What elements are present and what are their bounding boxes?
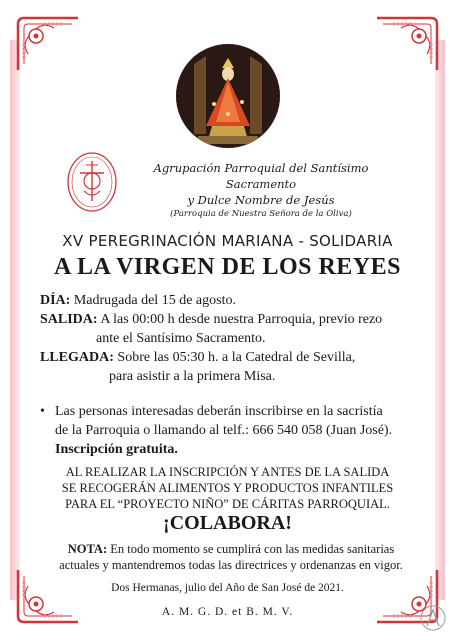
- dateline: Dos Hermanas, julio del Año de San José de 2021.: [111, 582, 344, 594]
- nota-text1: En todo momento se cumplirá con las medidas sanitarias: [110, 542, 395, 556]
- association-header: [120, 160, 402, 220]
- event-title: XV PEREGRINACIÓN MARIANA - SOLIDARIA: [62, 232, 393, 250]
- dia-label: DÍA:: [40, 293, 71, 308]
- parish-crest-icon: [66, 151, 118, 213]
- watermark-monogram-icon: [419, 604, 447, 632]
- corner-ornament-icon: [371, 14, 441, 74]
- association-name-2: y Dulce Nombre de Jesús: [187, 193, 335, 207]
- bullet-icon: •: [40, 404, 45, 419]
- nota-line1: [36, 541, 426, 557]
- colabora-heading: ¡COLABORA!: [163, 512, 292, 534]
- detail-llegada-2: para asistir a la primera Misa.: [109, 369, 276, 384]
- detail-llegada: [40, 348, 420, 367]
- association-name: Agrupación Parroquial del Santísimo Sacramento: [153, 161, 369, 191]
- llegada-text: Sobre las 05:30 h. a la Catedral de Sevilla,: [117, 350, 356, 365]
- donation-line3: PARA EL “PROYECTO NIÑO” DE CÁRITAS PARROQUIAL.: [65, 497, 390, 511]
- corner-ornament-icon: [14, 14, 84, 74]
- donation-line2: SE RECOGERÁN ALIMENTOS Y PRODUCTOS INFANTILES: [61, 481, 394, 495]
- closing-motto: A. M. G. D. et B. M. V.: [161, 606, 294, 618]
- registration-line2: de la Parroquia o llamando al telf.: 666 540 058 (Juan José).: [55, 423, 393, 438]
- llegada-label: LLEGADA:: [40, 350, 114, 365]
- donation-line1: AL REALIZAR LA INSCRIPCIÓN Y ANTES DE LA SALIDA: [65, 465, 390, 479]
- event-details: [40, 291, 420, 386]
- donation-notice: [30, 464, 425, 512]
- salida-text: A las 00:00 h desde nuestra Parroquia, previo rezo: [100, 312, 383, 327]
- detail-dia: [40, 291, 420, 310]
- registration-free: Inscripción gratuita.: [55, 442, 178, 457]
- left-border: [10, 40, 20, 600]
- health-note: [36, 541, 426, 573]
- nota-line2: actuales y mantendremos todas las directrices y ordenanzas en vigor.: [59, 558, 403, 572]
- event-subtitle: A LA VIRGEN DE LOS REYES: [54, 254, 401, 280]
- parish-name: (Parroquia de Nuestra Señora de la Oliva): [170, 209, 352, 219]
- detail-salida-2: ante el Santísimo Sacramento.: [96, 331, 266, 346]
- nota-label: NOTA:: [67, 542, 108, 556]
- right-border: [435, 40, 445, 600]
- dia-text: Madrugada del 15 de agosto.: [73, 293, 236, 308]
- virgin-image-icon: [176, 44, 280, 148]
- salida-label: SALIDA:: [40, 312, 98, 327]
- registration-info: [40, 402, 420, 459]
- detail-salida: [40, 310, 420, 329]
- registration-line1: Las personas interesadas deberán inscribirse en la sacristía: [55, 404, 383, 419]
